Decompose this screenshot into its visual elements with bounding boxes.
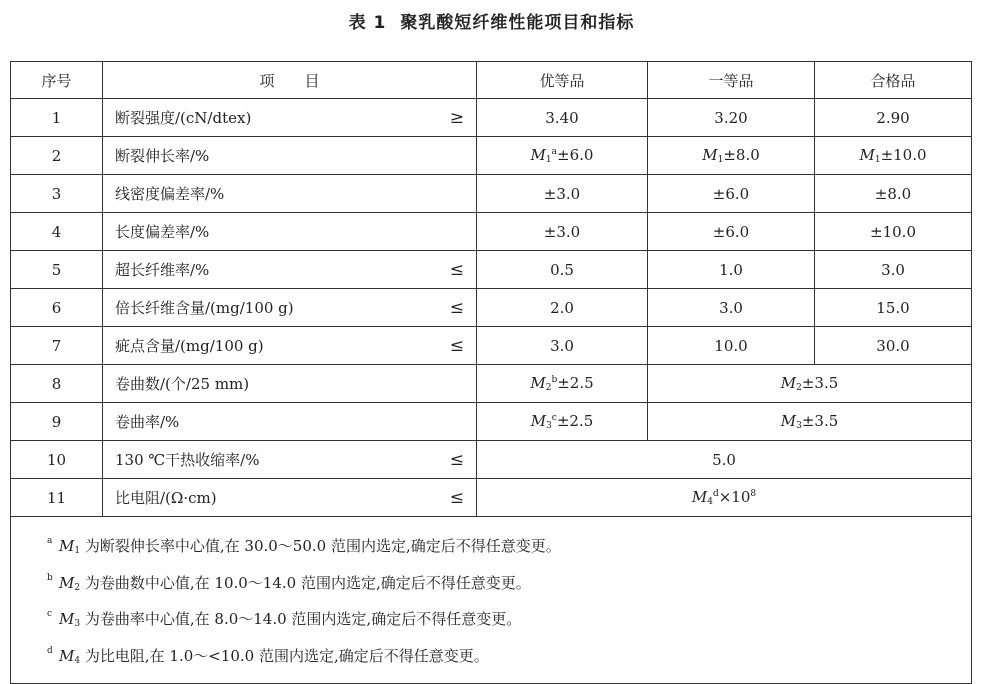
cell-grade-premium: $M_3^c\pm 2.5$ [477, 403, 648, 441]
item-label: 倍长纤维含量/(mg/100 g) [115, 299, 294, 317]
footnote: b $M_2$ 为卷曲数中心值,在 10.0～14.0 范围内选定,确定后不得任意变更。 [47, 572, 531, 593]
cell-grade-qualified: 30.0 [815, 327, 972, 365]
cell-grade-premium: $M_1^a\pm 6.0$ [477, 137, 648, 175]
table-row [11, 365, 972, 403]
item-label: 卷曲率/% [115, 413, 180, 431]
cell-grade-premium: 3.0 [477, 327, 648, 365]
item-label: 线密度偏差率/% [115, 185, 225, 203]
row-item [103, 479, 477, 517]
item-label: 长度偏差率/% [115, 223, 210, 241]
cell-grade-first: ±6.0 [648, 213, 815, 251]
comparison-symbol: ≤ [449, 335, 464, 356]
cell-grade-premium: 2.0 [477, 289, 648, 327]
item-label: 断裂伸长率/% [115, 147, 210, 165]
table-row [11, 137, 972, 175]
row-seq: 2 [11, 137, 103, 175]
row-item [103, 213, 477, 251]
cell-grade-premium: 0.5 [477, 251, 648, 289]
cell-grade-premium: 3.40 [477, 99, 648, 137]
row-item [103, 327, 477, 365]
header-grade-premium: 优等品 [477, 62, 648, 99]
table-number: 表 1 [348, 13, 387, 33]
item-label: 疵点含量/(mg/100 g) [115, 337, 264, 355]
row-item [103, 137, 477, 175]
table-row [11, 289, 972, 327]
row-seq: 3 [11, 175, 103, 213]
comparison-symbol: ≥ [449, 107, 464, 128]
cell-grade-qualified: 2.90 [815, 99, 972, 137]
header-item: 项 目 [103, 62, 477, 99]
row-item [103, 441, 477, 479]
table-title [0, 8, 983, 33]
cell-grade-qualified: ±8.0 [815, 175, 972, 213]
table-row [11, 99, 972, 137]
cell-grade-premium: ±3.0 [477, 213, 648, 251]
row-item [103, 289, 477, 327]
footnote: a $M_1$ 为断裂伸长率中心值,在 30.0～50.0 范围内选定,确定后不得任意变更。 [47, 536, 561, 556]
cell-grade-qualified: ±10.0 [815, 213, 972, 251]
table-row [11, 441, 972, 479]
cell-grade-first: 10.0 [648, 327, 815, 365]
footnote: d $M_4$ 为比电阻,在 1.0～<10.0 范围内选定,确定后不得任意变更。 [47, 645, 489, 666]
cell-grade-first: 3.0 [648, 289, 815, 327]
cell-grade-qualified: 3.0 [815, 251, 972, 289]
comparison-symbol: ≤ [449, 259, 464, 280]
header-row [11, 62, 972, 99]
table-row [11, 175, 972, 213]
row-item [103, 175, 477, 213]
item-label: 比电阻/(Ω·cm) [115, 489, 217, 507]
row-seq: 9 [11, 403, 103, 441]
row-item [103, 403, 477, 441]
cell-grade-first-qualified: $M_3\pm 3.5$ [648, 403, 972, 441]
cell-grade-first: $M_1\pm 8.0$ [648, 137, 815, 175]
row-item [103, 99, 477, 137]
comparison-symbol: ≤ [449, 487, 464, 508]
table-caption: 聚乳酸短纤维性能项目和指标 [400, 13, 635, 33]
table-row [11, 251, 972, 289]
row-seq: 4 [11, 213, 103, 251]
comparison-symbol: ≤ [449, 449, 464, 470]
header-seq: 序号 [11, 62, 103, 99]
table-row [11, 213, 972, 251]
item-label: 超长纤维率/% [115, 261, 210, 279]
cell-grade-first: 3.20 [648, 99, 815, 137]
header-grade-qualified: 合格品 [815, 62, 972, 99]
cell-grade-first: 1.0 [648, 251, 815, 289]
row-seq: 7 [11, 327, 103, 365]
item-label: 卷曲数/(个/25 mm) [115, 375, 250, 393]
row-seq: 11 [11, 479, 103, 517]
row-seq: 8 [11, 365, 103, 403]
cell-grade-qualified: 15.0 [815, 289, 972, 327]
spec-table [10, 61, 972, 684]
row-seq: 10 [11, 441, 103, 479]
row-seq: 5 [11, 251, 103, 289]
row-seq: 1 [11, 99, 103, 137]
cell-grade-first: ±6.0 [648, 175, 815, 213]
cell-grade-qualified: $M_1\pm 10.0$ [815, 137, 972, 175]
row-item [103, 251, 477, 289]
row-item [103, 365, 477, 403]
table-row [11, 327, 972, 365]
cell-grade-first-qualified: $M_2\pm 3.5$ [648, 365, 972, 403]
footnote: c $M_3$ 为卷曲率中心值,在 8.0～14.0 范围内选定,确定后不得任意变更。 [47, 609, 522, 629]
table-row [11, 479, 972, 517]
row-seq: 6 [11, 289, 103, 327]
item-label: 断裂强度/(cN/dtex) [115, 109, 252, 127]
table-row [11, 403, 972, 441]
footnotes [11, 517, 972, 684]
comparison-symbol: ≤ [449, 297, 464, 318]
notes-row [11, 517, 972, 684]
cell-grade-premium: ±3.0 [477, 175, 648, 213]
cell-all-grades: 5.0 [477, 441, 972, 479]
header-grade-first: 一等品 [648, 62, 815, 99]
item-label: 130 ℃干热收缩率/% [115, 451, 260, 469]
cell-all-grades: $M_4^d\times 10^8$ [477, 479, 972, 517]
cell-grade-premium: $M_2^b\pm 2.5$ [477, 365, 648, 403]
